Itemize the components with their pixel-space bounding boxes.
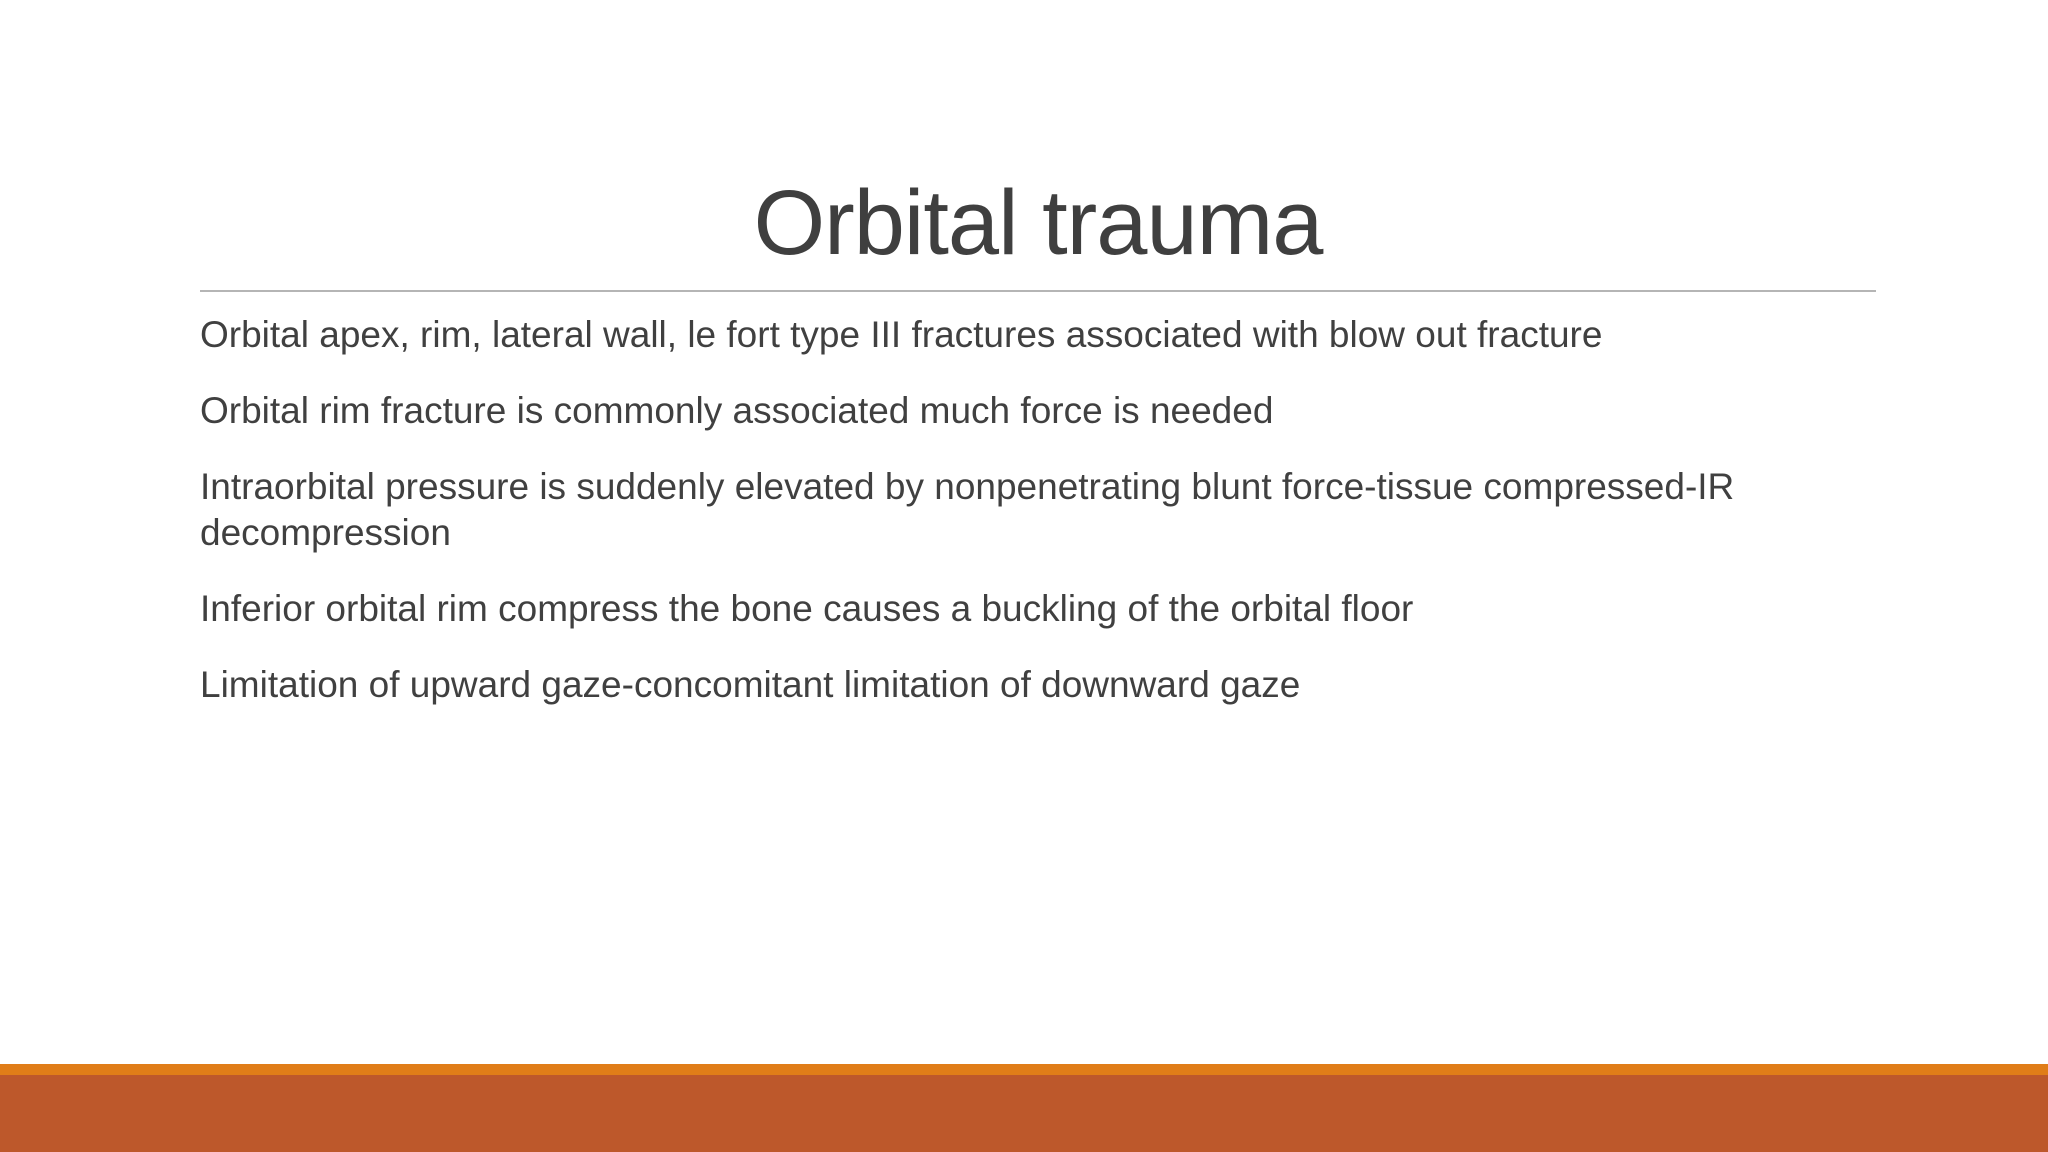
title-divider <box>200 290 1876 292</box>
bullet-item: Intraorbital pressure is suddenly elevated by nonpenetrating blunt force-tissue compressed-IR decompression <box>200 466 1735 553</box>
bullet-item: Inferior orbital rim compress the bone causes a buckling of the orbital floor <box>200 588 1414 629</box>
slide-title: Orbital trauma <box>753 172 1323 274</box>
slide-body <box>200 312 1876 738</box>
footer-bar <box>0 1075 2048 1152</box>
bullet-item: Orbital apex, rim, lateral wall, le fort type III fractures associated with blow out fracture <box>200 314 1603 355</box>
footer-accent-stripe <box>0 1064 2048 1075</box>
bullet-item: Limitation of upward gaze-concomitant limitation of downward gaze <box>200 664 1301 705</box>
bullet-item: Orbital rim fracture is commonly associated much force is needed <box>200 390 1274 431</box>
